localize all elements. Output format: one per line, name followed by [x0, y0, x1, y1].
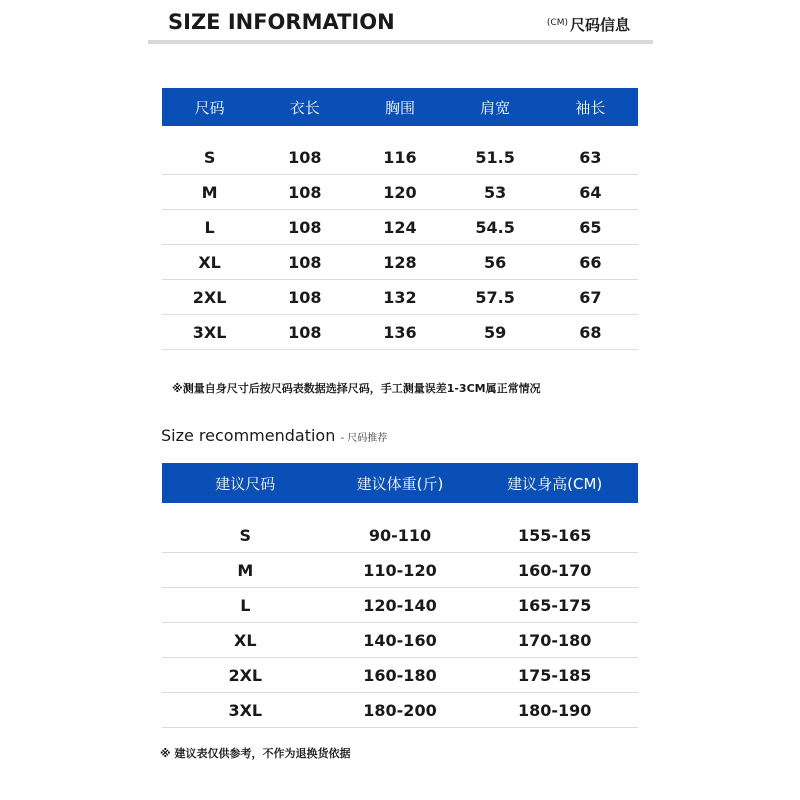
table-cell: 2XL [162, 658, 329, 693]
table-cell: 67 [543, 280, 638, 315]
table-cell: 140-160 [329, 623, 472, 658]
recommendation-subtitle: - 尺码推荐 [340, 433, 388, 444]
table-cell: 165-175 [471, 588, 638, 623]
size-table-row [162, 245, 638, 280]
size-table-header [162, 88, 638, 126]
table-cell: 155-165 [471, 518, 638, 553]
table-cell: 120-140 [329, 588, 472, 623]
table-cell: 108 [257, 210, 352, 245]
table-cell: 108 [257, 175, 352, 210]
table-cell: L [162, 210, 257, 245]
col-header-rec-size: 建议尺码 [162, 463, 329, 503]
col-header-sleeve: 袖长 [543, 88, 638, 126]
table-cell: XL [162, 623, 329, 658]
table-cell: 116 [352, 140, 447, 175]
table-cell: 120 [352, 175, 447, 210]
col-header-rec-weight: 建议体重(斤) [329, 463, 472, 503]
table-cell: XL [162, 245, 257, 280]
recommendation-table-row [162, 588, 638, 623]
table-cell: 65 [543, 210, 638, 245]
table-cell: 108 [257, 245, 352, 280]
table-cell: 57.5 [448, 280, 543, 315]
recommendation-table [162, 463, 638, 728]
table-cell: 108 [257, 280, 352, 315]
col-header-chest: 胸围 [352, 88, 447, 126]
disclaimer-note: ※ 建议表仅供参考，不作为退换货依据 [160, 747, 351, 760]
col-header-size: 尺码 [162, 88, 257, 126]
size-table [162, 88, 638, 350]
col-header-rec-height: 建议身高(CM) [471, 463, 638, 503]
table-cell: 51.5 [448, 140, 543, 175]
table-cell: 56 [448, 245, 543, 280]
size-table-row [162, 175, 638, 210]
recommendation-table-row [162, 553, 638, 588]
table-cell: 59 [448, 315, 543, 350]
col-header-shoulder: 肩宽 [448, 88, 543, 126]
table-cell: 136 [352, 315, 447, 350]
recommendation-table-row [162, 693, 638, 728]
size-table-row [162, 280, 638, 315]
header-divider [148, 40, 653, 44]
size-table-row [162, 210, 638, 245]
table-cell: 54.5 [448, 210, 543, 245]
table-cell: 132 [352, 280, 447, 315]
table-cell: 108 [257, 140, 352, 175]
table-cell: 160-170 [471, 553, 638, 588]
table-cell: 128 [352, 245, 447, 280]
recommendation-table-row [162, 623, 638, 658]
table-cell: 108 [257, 315, 352, 350]
measurement-note: ※测量自身尺寸后按尺码表数据选择尺码，手工测量误差1-3CM属正常情况 [172, 382, 541, 395]
table-cell: 3XL [162, 315, 257, 350]
table-cell: 175-185 [471, 658, 638, 693]
recommendation-table-row [162, 518, 638, 553]
recommendation-heading [161, 426, 387, 445]
table-cell: S [162, 518, 329, 553]
header-subtitle [547, 14, 630, 35]
table-cell: 66 [543, 245, 638, 280]
table-cell: S [162, 140, 257, 175]
table-cell: 68 [543, 315, 638, 350]
table-cell: 170-180 [471, 623, 638, 658]
table-cell: M [162, 553, 329, 588]
table-cell: 180-200 [329, 693, 472, 728]
table-cell: M [162, 175, 257, 210]
table-cell: 64 [543, 175, 638, 210]
table-cell: 110-120 [329, 553, 472, 588]
page-title: SIZE INFORMATION [168, 10, 395, 34]
unit-label: (CM) [546, 18, 568, 28]
table-cell: 160-180 [329, 658, 472, 693]
table-cell: 63 [543, 140, 638, 175]
recommendation-title: Size recommendation [161, 426, 336, 445]
table-cell: 90-110 [329, 518, 472, 553]
size-table-row [162, 140, 638, 175]
table-cell: 3XL [162, 693, 329, 728]
recommendation-table-header [162, 463, 638, 503]
table-cell: 2XL [162, 280, 257, 315]
table-cell: L [162, 588, 329, 623]
size-table-row [162, 315, 638, 350]
recommendation-table-row [162, 658, 638, 693]
table-cell: 53 [448, 175, 543, 210]
table-cell: 180-190 [471, 693, 638, 728]
table-cell: 124 [352, 210, 447, 245]
col-header-length: 衣长 [257, 88, 352, 126]
subtitle-text: 尺码信息 [569, 16, 630, 34]
